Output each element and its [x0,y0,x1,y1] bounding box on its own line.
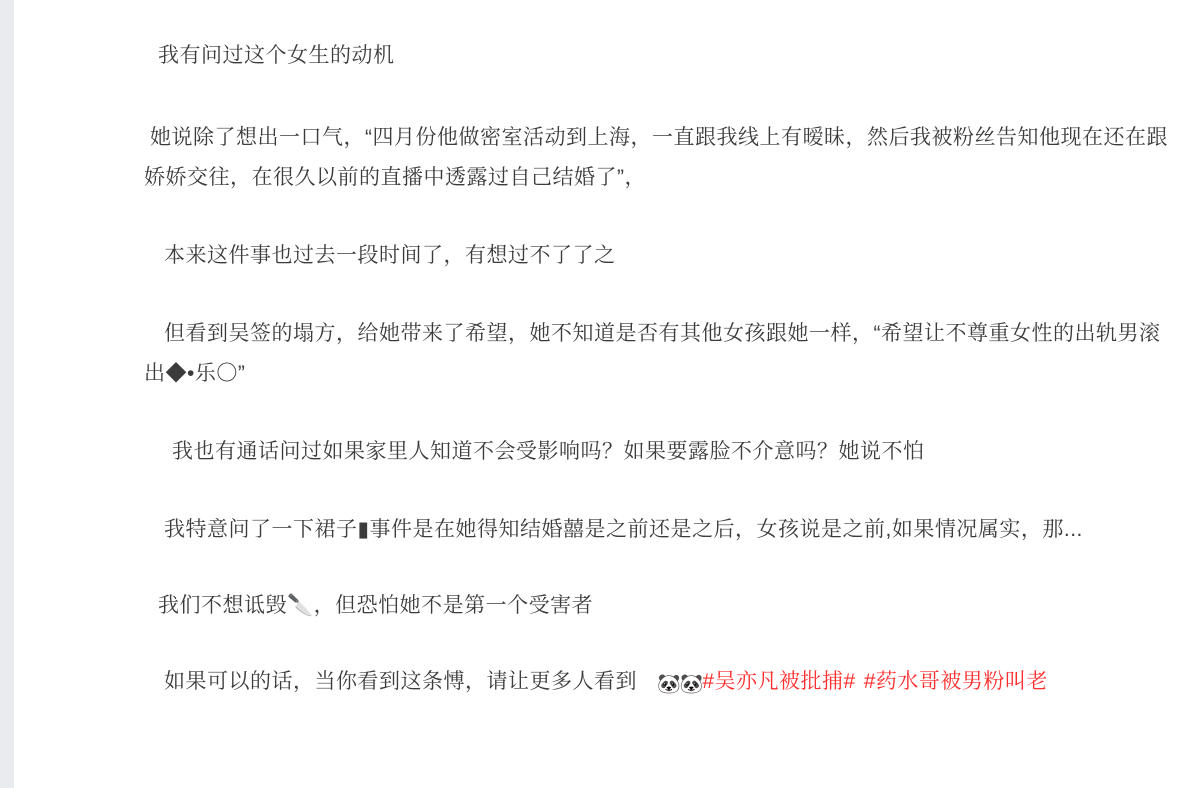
paragraph-1: 我有问过这个女生的动机 [158,44,395,67]
paragraph-2: 她说除了想出一口气，“四月份他做密室活动到上海，一直跟我线上有暧昧，然后我被粉丝告知他现在还在跟娇娇交往，在很久以前的直播中透露过自己结婚了”， [144,126,1168,189]
paragraph-6: 我特意问了一下裙子▮事件是在她得知结婚囍是之前还是之后，女孩说是之前,如果情况属实，那... [164,518,1083,541]
hashtag-wuyifan[interactable]: #吴亦凡被批捕# [702,670,856,693]
paragraph-7: 我们不想诋毁🔪，但恐怕她不是第一个受害者 [158,594,594,617]
panda-emoji-icon: 🐼🐼 [657,674,703,695]
paragraph-4: 但看到吴签的塌方，给她带来了希望，她不知道是否有其他女孩跟她一样，“希望让不尊重女性的出轨男滚出◆•乐〇” [144,322,1161,385]
paragraph-5: 我也有通话问过如果家里人知道不会受影响吗？如果要露脸不介意吗？她说不怕 [172,440,925,463]
last-line-text: 如果可以的话，当你看到这条愽，请让更多人看到 [164,670,637,693]
last-line [144,662,1170,705]
hashtag-yaoshuige[interactable]: #药水哥被男粉叫老 [863,670,1048,693]
paragraph-3: 本来这件事也过去一段时间了，有想过不了了之 [164,244,616,267]
left-gutter [0,0,14,788]
paragraph-8-last [144,662,1170,705]
post-content [14,0,1200,788]
